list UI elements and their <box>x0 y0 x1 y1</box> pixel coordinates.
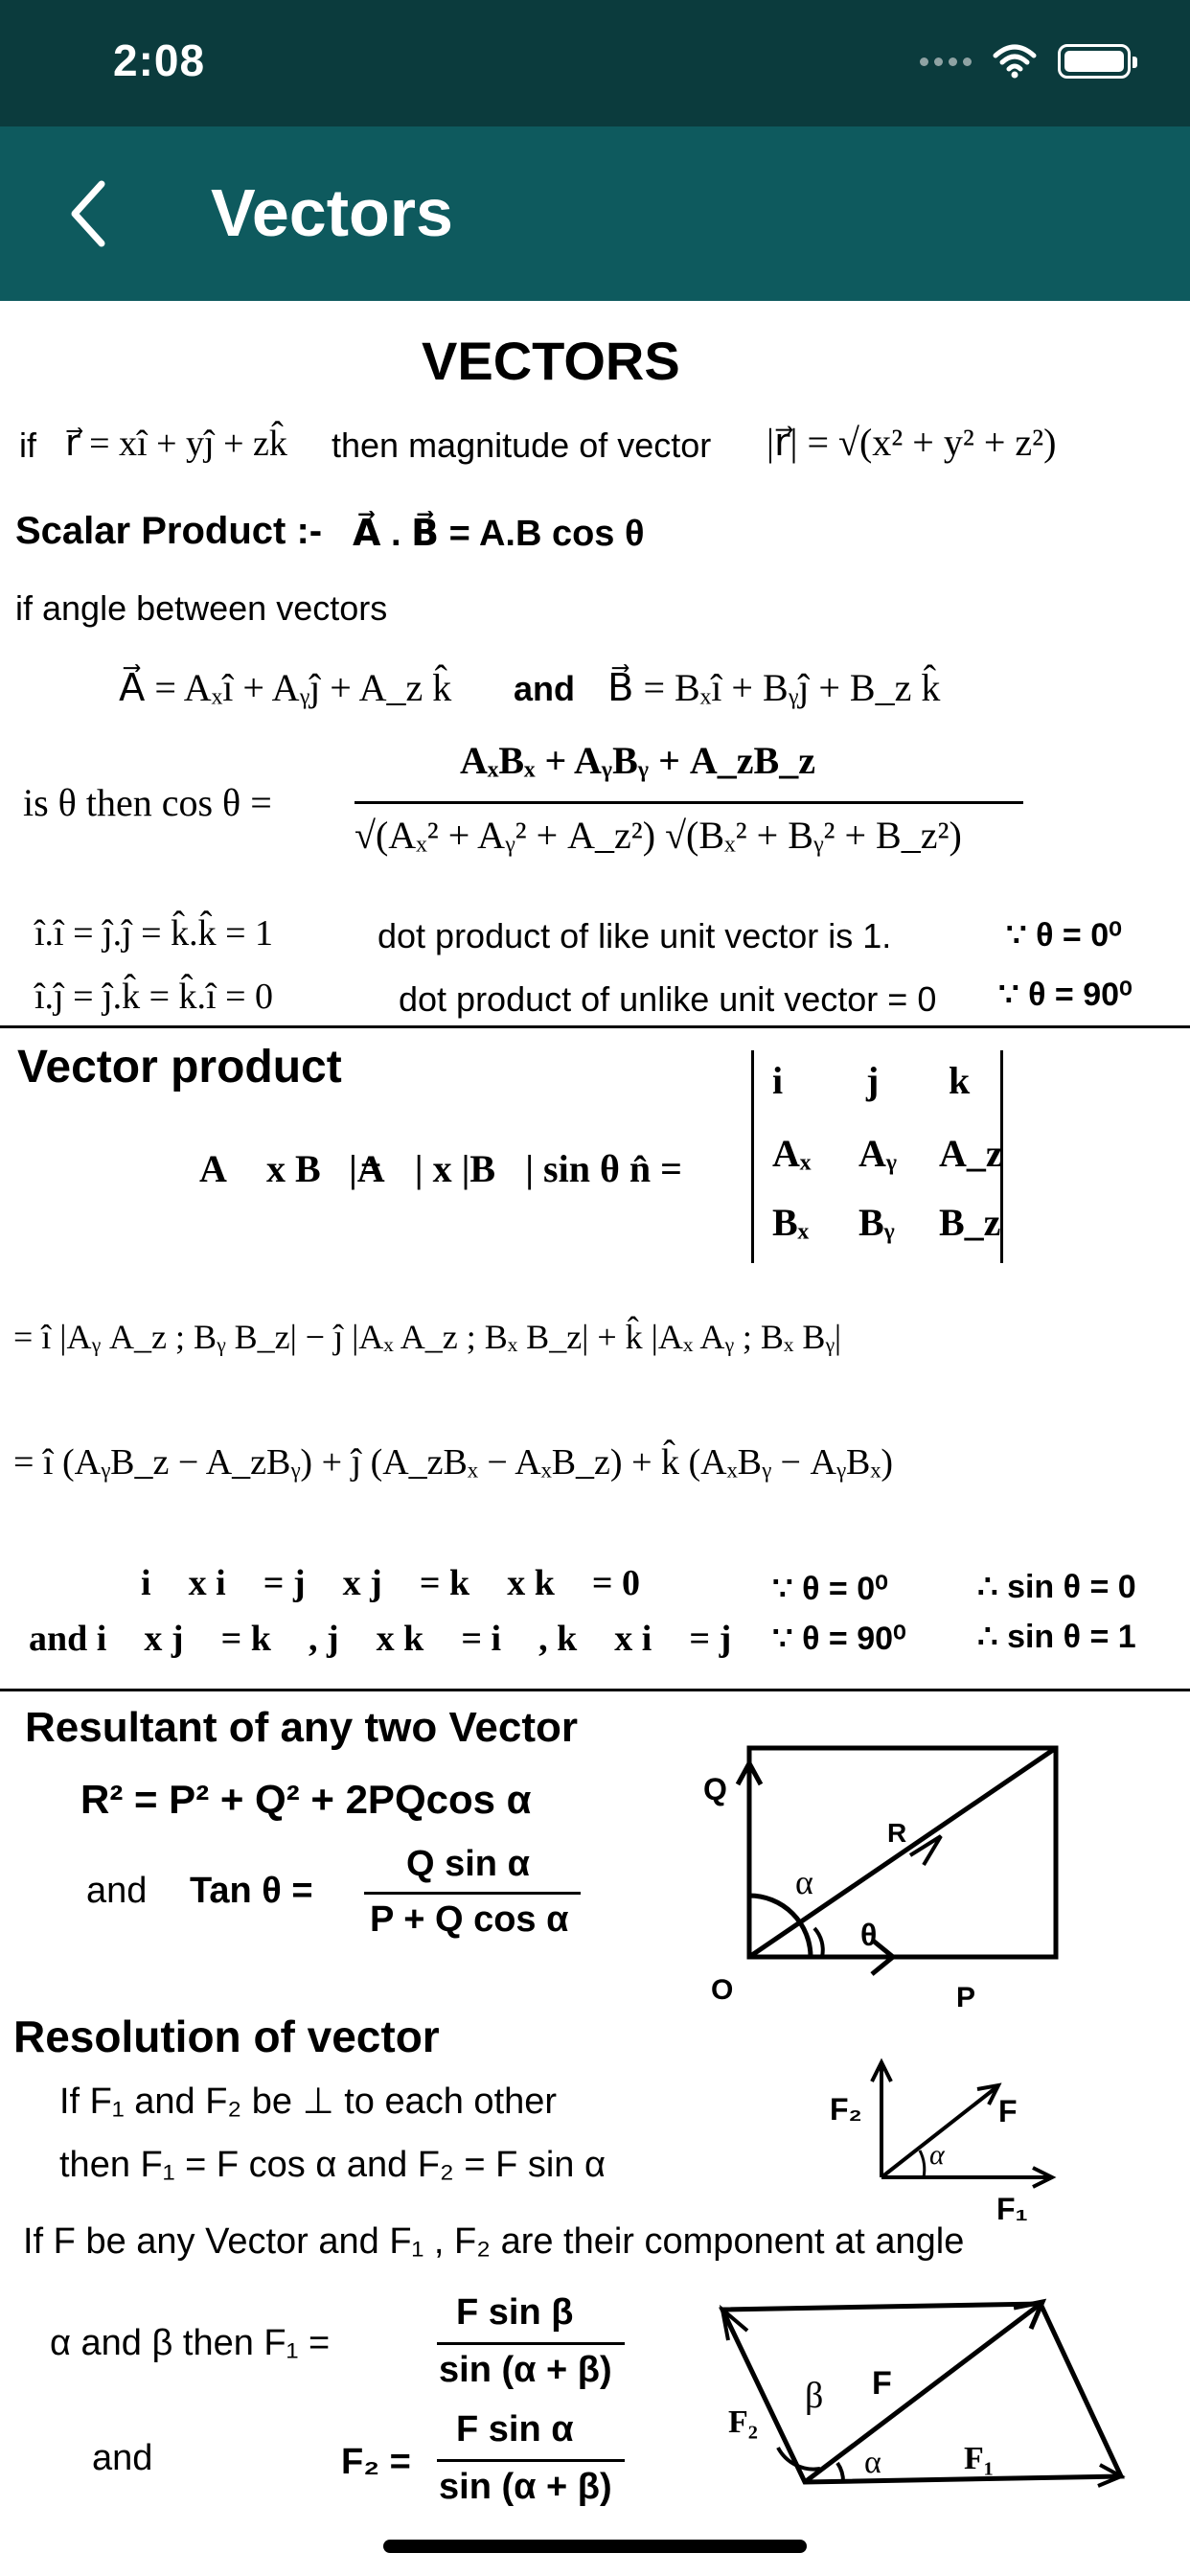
matrix-cell: Bₓ <box>772 1201 810 1244</box>
cross-self: ∴ i⃗ x i⃗ = j⃗ x j⃗ = k⃗ x k⃗ = 0 <box>103 1563 641 1603</box>
magnitude-result: |r⃗| = √(x² + y² + z²) <box>767 421 1057 464</box>
section-divider <box>0 1025 1190 1028</box>
diagram-label-alpha: α <box>864 2445 881 2480</box>
f1-numerator: F sin β <box>456 2292 574 2333</box>
expansion-1: = î |Aᵧ A_z ; Bᵧ B_z| − ĵ |Aₓ A_z ; Bₓ B_z| + k̂ |Aₓ Aᵧ ; Bₓ Bᵧ| <box>13 1318 842 1356</box>
diagram-label-f: F <box>998 2094 1018 2128</box>
vector-product-heading: Vector product <box>17 1042 342 1092</box>
signal-icon <box>920 58 972 66</box>
diagram-label-f2: F₂ <box>728 2404 758 2440</box>
cross-cycle-result: ∴ sin θ = 1 <box>977 1619 1136 1655</box>
tan-numerator: Q sin α <box>406 1844 530 1884</box>
diagram-label-alpha: α <box>929 2139 945 2171</box>
f1-denominator: sin (α + β) <box>439 2350 612 2390</box>
cross-self-cond: ∵ θ = 0⁰ <box>772 1571 888 1607</box>
vector-a-def: A⃗ = Aₓî + Aᵧĵ + A_z k̂ <box>119 666 452 709</box>
fraction-bar <box>437 2459 625 2462</box>
diagram-label-q: Q <box>703 1772 727 1806</box>
status-time: 2:08 <box>113 35 206 85</box>
diagram-label-f: F <box>872 2365 892 2402</box>
matrix-cell: j⃗ <box>866 1059 909 1102</box>
page-title: Vectors <box>211 175 453 250</box>
diagram-label-f2: F₂ <box>830 2092 862 2127</box>
unit-dot-unlike-text: dot product of unlike unit vector = 0 <box>399 979 937 1019</box>
diagram-label-p: P <box>956 1982 976 2013</box>
unit-dot-like-cond: ∵ θ = 0⁰ <box>1006 917 1122 954</box>
scalar-product-formula: A⃗ . B⃗ = A.B cos θ <box>353 514 645 554</box>
diagram-label-r: R <box>887 1818 907 1848</box>
tan-lhs: Tan θ = <box>190 1871 313 1911</box>
cross-magnitude: |A⃗| x |B⃗| sin θ n̂ = <box>349 1147 682 1190</box>
main-title: VECTORS <box>422 331 680 391</box>
matrix-cell: k⃗ <box>949 1059 1000 1102</box>
expansion-2: = î (AᵧB_z − A_zBᵧ) + ĵ (A_zBₓ − AₓB_z) + k̂ (AₓBᵧ − AᵧBₓ) <box>13 1442 894 1483</box>
matrix-cell: A_z <box>939 1132 1003 1175</box>
resultant-eq: R² = P² + Q² + 2PQcos α <box>80 1777 532 1822</box>
wifi-icon <box>993 44 1037 79</box>
matrix-cell: Aₓ <box>772 1132 812 1175</box>
resultant-diagram <box>690 1729 1073 2016</box>
status-bar <box>0 0 1190 126</box>
scalar-product-label: Scalar Product :- <box>15 510 323 552</box>
diagram-label-theta: θ <box>860 1918 878 1952</box>
f1-lhs: α and β then F₁ = <box>50 2323 331 2363</box>
content-area[interactable] <box>0 301 1190 2576</box>
f2-and: and <box>92 2438 153 2478</box>
component-parallelogram-diagram <box>709 2294 1131 2505</box>
cross-self-result: ∴ sin θ = 0 <box>977 1569 1136 1605</box>
resultant-and: and <box>86 1871 148 1911</box>
vector-b-def: B⃗ = Bₓî + Bᵧĵ + B_z k̂ <box>607 666 941 709</box>
matrix-bar-left <box>751 1050 754 1263</box>
magnitude-text: then magnitude of vector <box>332 426 712 465</box>
diagram-label-f1: F₁ <box>964 2441 994 2476</box>
chevron-left-icon <box>57 172 125 255</box>
angle-intro: if angle between vectors <box>15 588 388 628</box>
resolution-line3: If F be any Vector and F₁ , F₂ are their component at angle <box>23 2221 965 2262</box>
home-indicator[interactable] <box>383 2540 807 2553</box>
resolution-line2: then F₁ = F cos α and F₂ = F sin α <box>59 2145 606 2185</box>
f2-lhs: F₂ = <box>341 2442 411 2482</box>
matrix-cell: i⃗ <box>772 1059 813 1102</box>
diagram-label-alpha: α <box>795 1863 813 1901</box>
matrix-cell: Bᵧ <box>858 1201 895 1244</box>
diagram-label-f1: F₁ <box>996 2192 1028 2226</box>
back-button[interactable] <box>57 172 125 255</box>
f2-numerator: F sin α <box>456 2409 574 2450</box>
unit-dot-like-formula: î.î = ĵ.ĵ = k̂.k̂ = 1 <box>34 913 274 954</box>
cross-lhs: A⃗ x B⃗ = <box>199 1147 382 1190</box>
unit-dot-unlike-cond: ∵ θ = 90⁰ <box>998 977 1133 1013</box>
diagram-label-beta: β <box>805 2376 824 2416</box>
f2-denominator: sin (α + β) <box>439 2467 612 2507</box>
resultant-heading: Resultant of any two Vector <box>25 1704 578 1751</box>
matrix-cell: Aᵧ <box>858 1132 898 1175</box>
cos-prefix: is θ then cos θ = <box>23 781 272 824</box>
battery-icon <box>1058 44 1131 79</box>
fraction-bar <box>355 801 1023 804</box>
magnitude-vector: r⃗ = xî + yĵ + zk̂ <box>65 424 287 464</box>
cross-cycle-cond: ∵ θ = 90⁰ <box>772 1621 906 1657</box>
navigation-bar <box>0 126 1190 301</box>
status-icons <box>920 44 1131 79</box>
cos-numerator: AₓBₓ + AᵧBᵧ + A_zB_z <box>460 739 815 782</box>
magnitude-prefix: if <box>19 426 36 465</box>
perpendicular-components-diagram <box>824 2045 1073 2226</box>
fraction-bar <box>364 1892 581 1895</box>
cos-denominator: √(Aₓ² + Aᵧ² + A_z²) √(Bₓ² + Bᵧ² + B_z²) <box>355 814 962 857</box>
cross-cycle: and i⃗ x j⃗ = k⃗ , j⃗ x k⃗ = i⃗ , k⃗ x i⃗ = j⃗ <box>29 1619 760 1659</box>
resolution-line1: If F₁ and F₂ be ⊥ to each other <box>59 2082 558 2122</box>
section-divider <box>0 1689 1190 1691</box>
unit-dot-like-text: dot product of like unit vector is 1. <box>378 916 892 955</box>
tan-denominator: P + Q cos α <box>370 1899 569 1940</box>
unit-dot-unlike-formula: î.ĵ = ĵ.k̂ = k̂.î = 0 <box>34 977 274 1017</box>
diagram-label-o: O <box>711 1974 734 2006</box>
fraction-bar <box>437 2342 625 2345</box>
resolution-heading: Resolution of vector <box>13 2012 440 2061</box>
vectors-and: and <box>514 669 576 708</box>
matrix-cell: B_z <box>939 1201 1001 1244</box>
